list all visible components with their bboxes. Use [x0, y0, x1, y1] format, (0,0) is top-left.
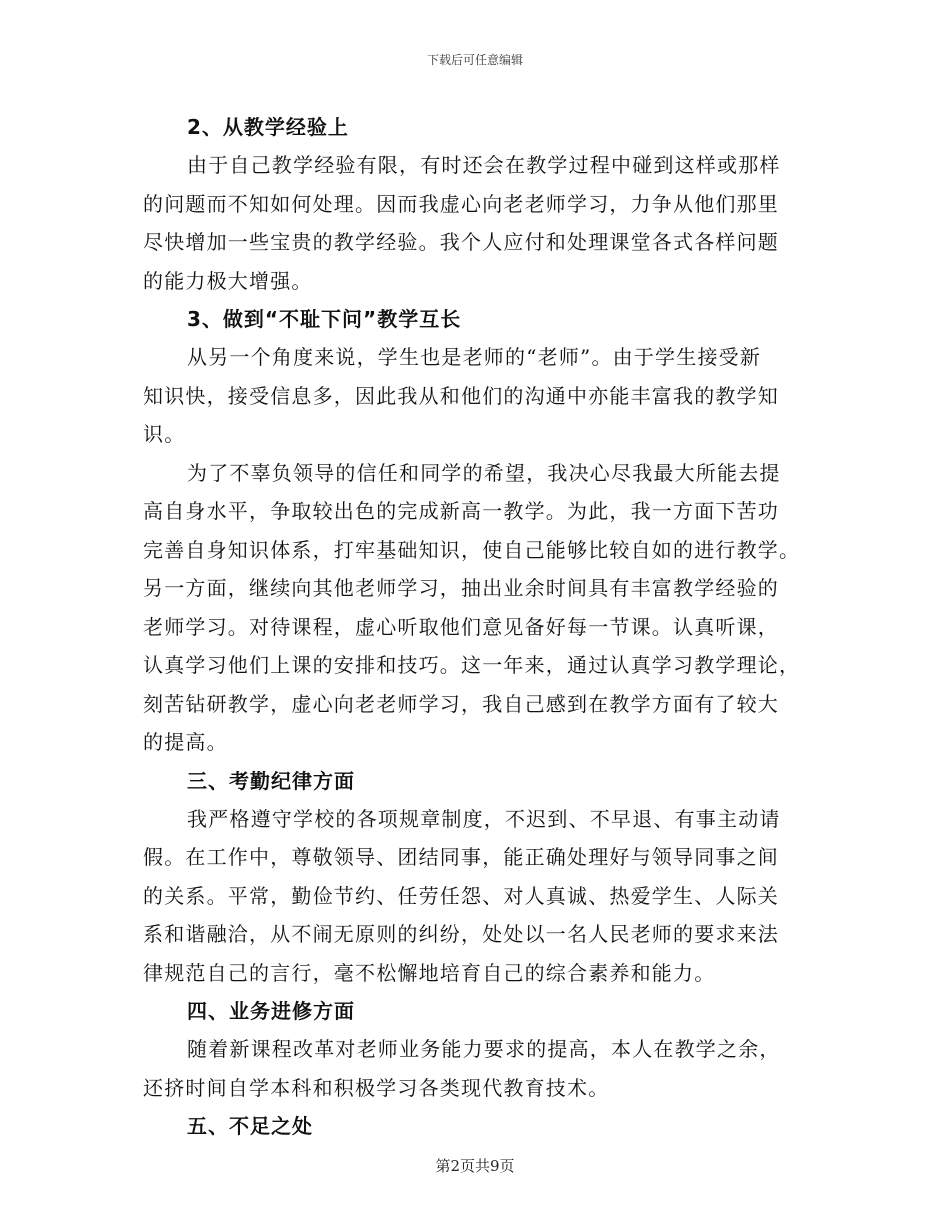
paragraph-line: 老师学习。对待课程，虚心听取他们意见备好每一节课。认真听课，: [143, 614, 779, 639]
paragraph-line: 由于自己教学经验有限，有时还会在教学过程中碰到这样或那样: [187, 153, 781, 177]
paragraph-line: 系和谐融洽，从不闹无原则的纠纷，处处以一名人民老师的要求来法: [143, 922, 779, 946]
paragraph-teaching-experience: [143, 146, 805, 300]
paragraph-self-improvement: [143, 454, 805, 762]
page-number: 第2页共9页: [435, 1157, 515, 1175]
document-body: [143, 108, 805, 1145]
paragraph-line: 还挤时间自学本科和积极学习各类现代教育技术。: [143, 1075, 610, 1100]
paragraph-line: 刻苦钻研教学，虚心向老老师学习，我自己感到在教学方面有了较大: [143, 691, 779, 716]
paragraph-line: 的提高。: [143, 730, 228, 754]
paragraph-mutual-learning: [143, 338, 805, 454]
section-heading-attendance: 三、考勤纪律方面: [187, 768, 355, 793]
paragraph-line: 从另一个角度来说，学生也是老师的“老师”。由于学生接受新: [187, 345, 762, 369]
paragraph-professional-study: [143, 1030, 805, 1107]
paragraph-line: 高自身水平，争取较出色的完成新高一教学。为此，我一方面下苦功: [143, 499, 779, 523]
paragraph-line: 尽快增加一些宝贵的教学经验。我个人应付和处理课堂各式各样问题: [143, 230, 779, 254]
paragraph-line: 随着新课程改革对老师业务能力要求的提高，本人在教学之余，: [187, 1037, 781, 1061]
paragraph-line: 另一方面，继续向其他老师学习，抽出业余时间具有丰富教学经验的: [143, 576, 779, 600]
paragraph-attendance: [143, 800, 805, 993]
paragraph-line: 律规范自己的言行，毫不松懈地培育自己的综合素养和能力。: [143, 960, 716, 985]
page-header-note: 下载后可任意编辑: [426, 53, 523, 67]
paragraph-line: 的能力极大增强。: [143, 268, 313, 293]
paragraph-line: 我严格遵守学校的各项规章制度，不迟到、不早退、有事主动请: [187, 806, 781, 831]
section-heading-teaching-experience: 2、从教学经验上: [187, 115, 349, 139]
paragraph-line: 的关系。平常，勤俭节约、任劳任怨、对人真诚、热爱学生、人际关: [143, 883, 779, 908]
section-heading-professional-study: 四、业务进修方面: [187, 999, 355, 1023]
paragraph-line: 识。: [143, 422, 186, 446]
paragraph-line: 认真学习他们上课的安排和技巧。这一年来，通过认真学习教学理论，: [143, 653, 801, 677]
paragraph-line: 为了不辜负领导的信任和同学的希望，我决心尽我最大所能去提: [187, 460, 781, 485]
paragraph-line: 的问题而不知如何处理。因而我虚心向老老师学习，力争从他们那里: [143, 191, 779, 216]
paragraph-line: 知识快，接受信息多，因此我从和他们的沟通中亦能丰富我的教学知: [143, 383, 779, 408]
paragraph-line: 假。在工作中，尊敬领导、团结同事，能正确处理好与领导同事之间: [143, 845, 779, 869]
section-heading-mutual-learning: 3、做到“不耻下问”教学互长: [187, 307, 462, 331]
section-heading-shortcomings: 五、不足之处: [187, 1114, 313, 1138]
paragraph-line: 完善自身知识体系，打牢基础知识，使自己能够比较自如的进行教学。: [143, 537, 801, 562]
